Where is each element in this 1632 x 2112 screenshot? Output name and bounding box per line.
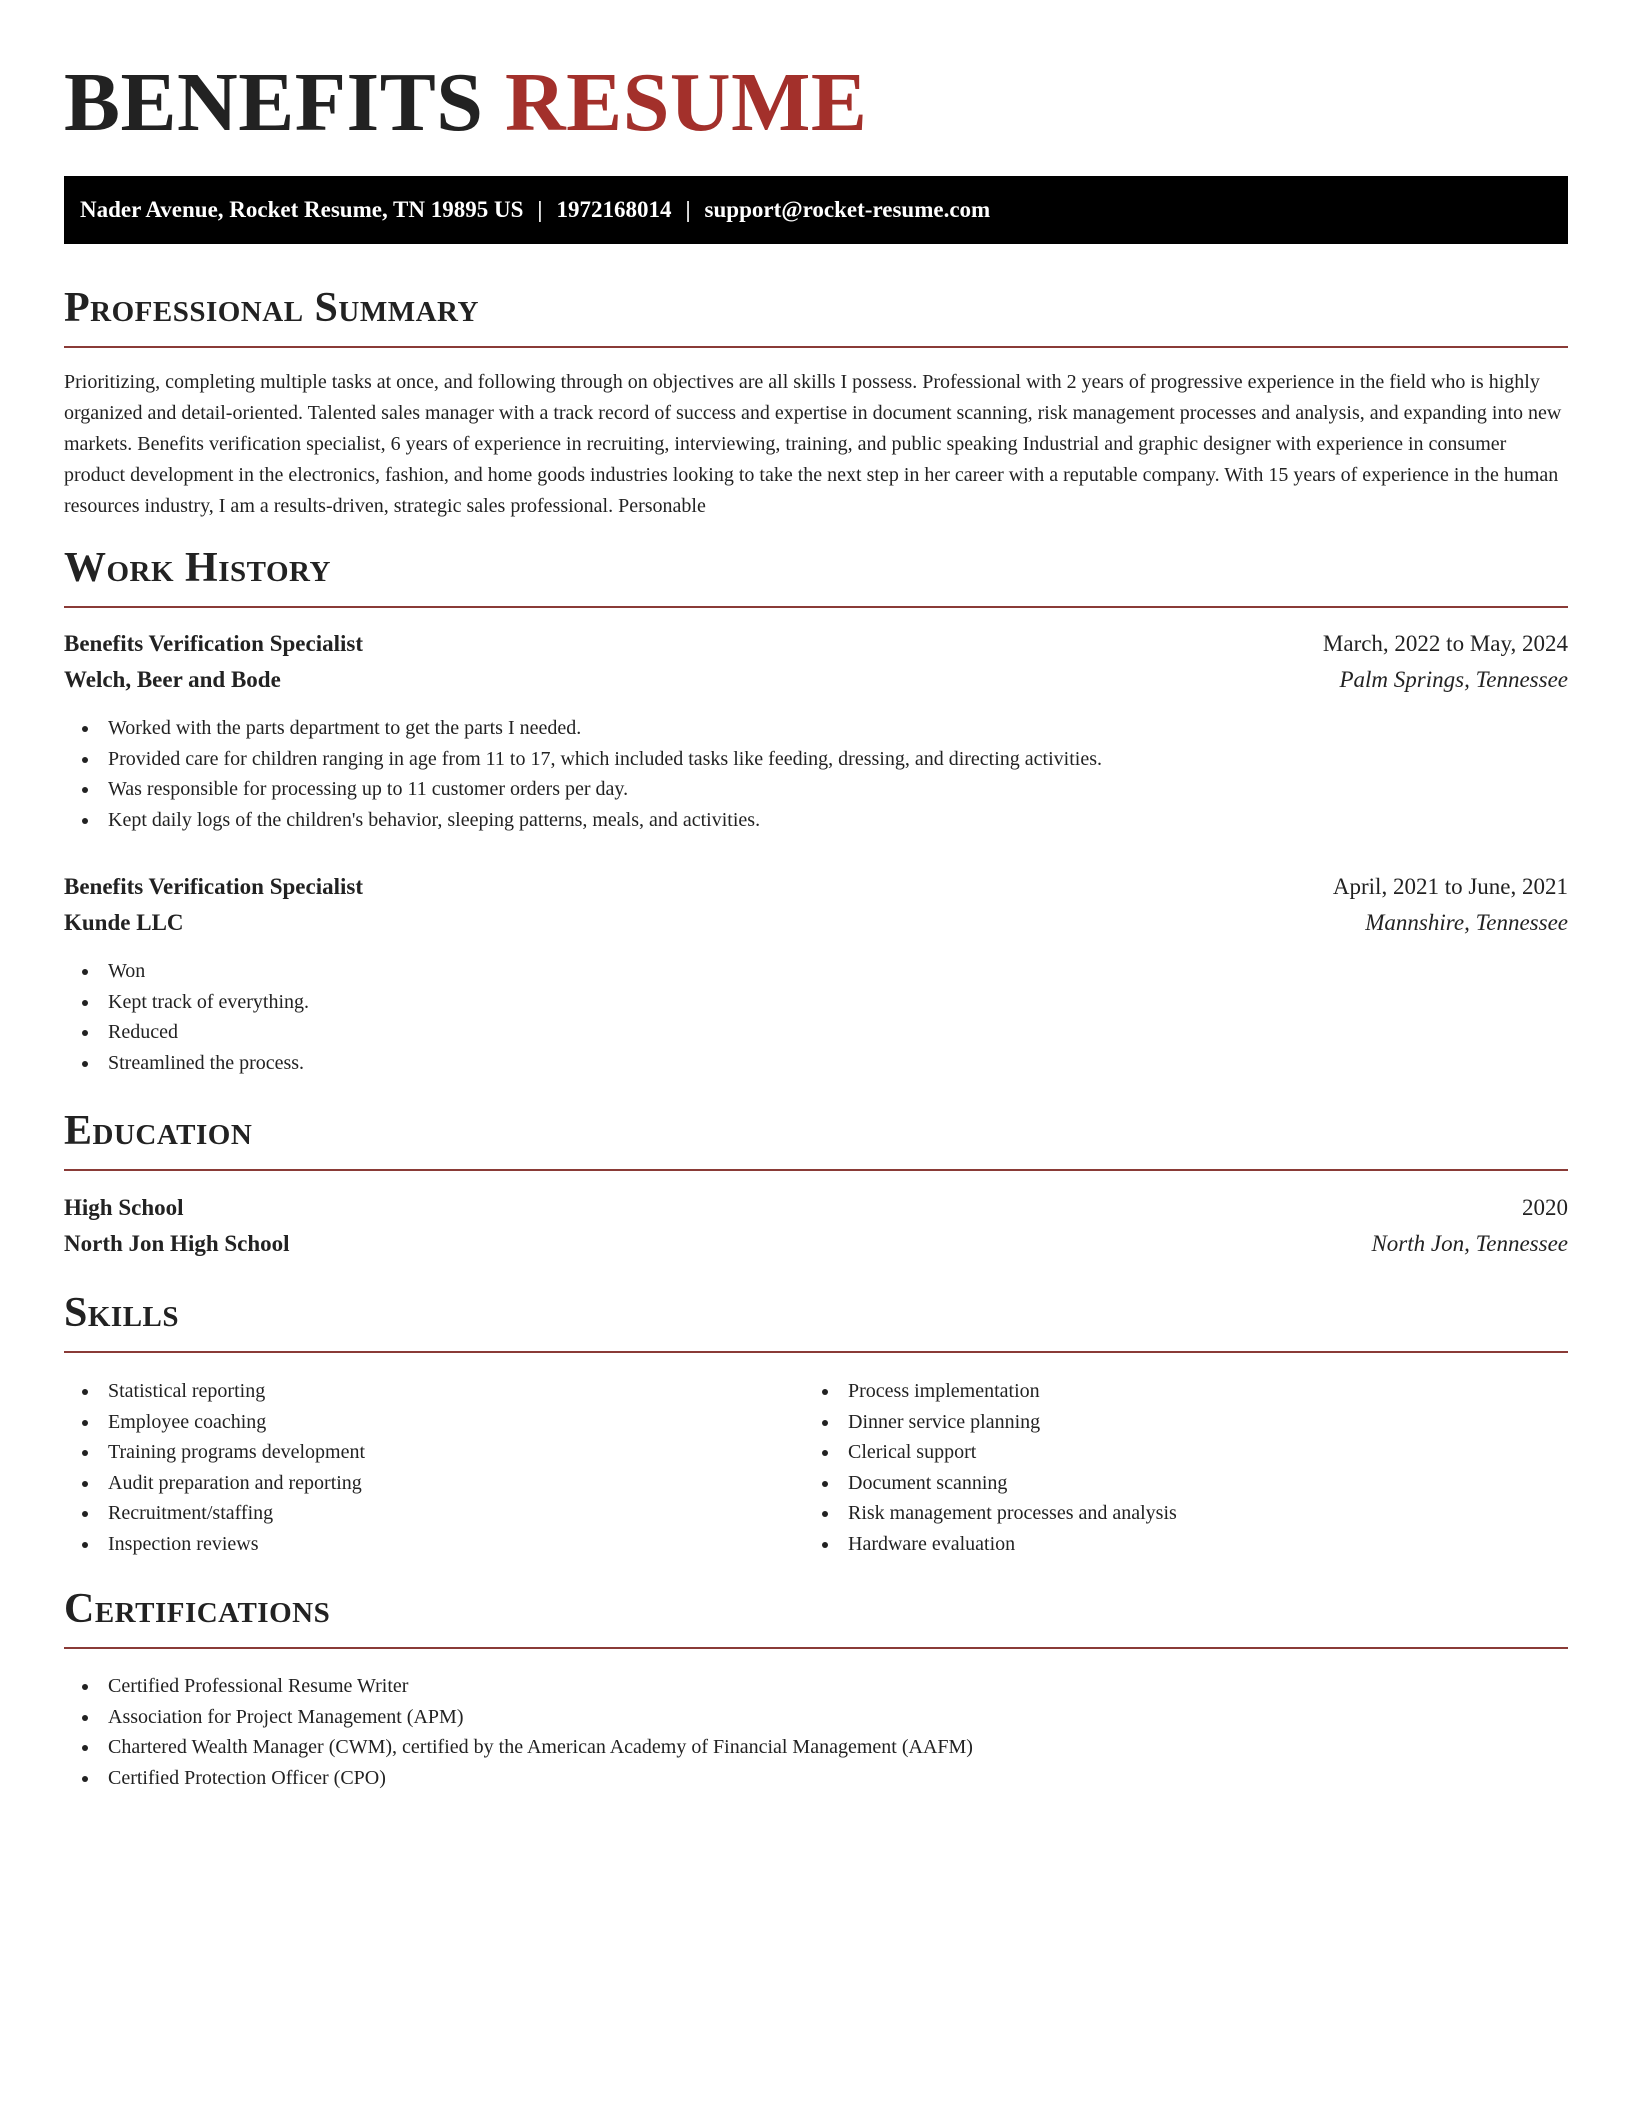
list-item: Document scanning — [804, 1468, 1177, 1499]
education-school: North Jon High School — [64, 1231, 290, 1256]
list-item: Process implementation — [804, 1376, 1177, 1407]
job-location: Mannshire, Tennessee — [1365, 910, 1568, 935]
job-header-row — [64, 869, 1568, 905]
resume-title-part2: RESUME — [505, 56, 868, 149]
section-heading-certifications: Certifications — [64, 1584, 1568, 1649]
skills-list-left — [64, 1376, 365, 1559]
section-heading-work-history: Work History — [64, 543, 1568, 608]
certifications-list — [64, 1671, 973, 1793]
list-item: Kept track of everything. — [64, 987, 309, 1018]
job-location: Palm Springs, Tennessee — [1339, 667, 1568, 692]
section-heading-education: Education — [64, 1106, 1568, 1171]
job-title: Benefits Verification Specialist — [64, 631, 363, 656]
job-company-row — [64, 905, 1568, 941]
job-dates: April, 2021 to June, 2021 — [1332, 874, 1568, 899]
job-company: Welch, Beer and Bode — [64, 667, 281, 692]
list-item: Worked with the parts department to get the parts I needed. — [64, 713, 1102, 744]
list-item: Risk management processes and analysis — [804, 1498, 1177, 1529]
education-header-row — [64, 1190, 1568, 1226]
list-item: Inspection reviews — [64, 1529, 365, 1560]
list-item: Reduced — [64, 1017, 309, 1048]
list-item: Kept daily logs of the children's behavior, sleeping patterns, meals, and activities. — [64, 805, 1102, 836]
resume-title-part1: BENEFITS — [64, 56, 484, 149]
job-duties-list — [64, 956, 309, 1078]
education-year: 2020 — [1522, 1195, 1568, 1220]
list-item: Audit preparation and reporting — [64, 1468, 365, 1499]
job-title: Benefits Verification Specialist — [64, 874, 363, 899]
job-dates: March, 2022 to May, 2024 — [1322, 631, 1568, 656]
job-company-row — [64, 662, 1568, 698]
contact-address: Nader Avenue, Rocket Resume, TN 19895 US — [80, 197, 524, 222]
section-heading-summary: Professional Summary — [64, 283, 1568, 348]
list-item: Chartered Wealth Manager (CWM), certified by the American Academy of Financial Management (AAFM) — [64, 1732, 973, 1763]
summary-text: Prioritizing, completing multiple tasks at once, and following through on objectives are all skills I possess. Professional with 2 years of progressive experience in the field who is highly organized and detail-oriented. Talented sales manager with a track record of success and expertise in document scanning, risk management processes and analysis, and expanding into new markets. Benefits verification specialist, 6 years of experience in recruiting, interviewing, training, and public speaking Industrial and graphic designer with experience in consumer product development in the electronics, fashion, and home goods industries looking to take the next step in her career with a reputable company. With 15 years of experience in the human resources industry, I am a results-driven, strategic sales professional. Personable — [64, 371, 1562, 517]
list-item: Won — [64, 956, 309, 987]
contact-bar — [64, 176, 1568, 244]
education-location: North Jon, Tennessee — [1371, 1231, 1568, 1256]
list-item: Streamlined the process. — [64, 1048, 309, 1079]
contact-separator: | — [685, 197, 691, 222]
contact-phone: 1972168014 — [556, 197, 672, 222]
list-item: Training programs development — [64, 1437, 365, 1468]
contact-email: support@rocket-resume.com — [704, 197, 991, 222]
contact-separator: | — [537, 197, 543, 222]
list-item: Certified Protection Officer (CPO) — [64, 1763, 973, 1794]
list-item: Certified Professional Resume Writer — [64, 1671, 973, 1702]
list-item: Clerical support — [804, 1437, 1177, 1468]
education-degree: High School — [64, 1195, 184, 1220]
list-item: Dinner service planning — [804, 1407, 1177, 1438]
skills-list-right — [804, 1376, 1177, 1559]
list-item: Hardware evaluation — [804, 1529, 1177, 1560]
job-header-row — [64, 626, 1568, 662]
section-heading-skills: Skills — [64, 1288, 1568, 1353]
list-item: Statistical reporting — [64, 1376, 365, 1407]
job-duties-list — [64, 713, 1102, 835]
list-item: Provided care for children ranging in age from 11 to 17, which included tasks like feeding, dressing, and directing activities. — [64, 744, 1102, 775]
resume-title — [64, 50, 867, 156]
list-item: Was responsible for processing up to 11 customer orders per day. — [64, 774, 1102, 805]
job-company: Kunde LLC — [64, 910, 184, 935]
list-item: Employee coaching — [64, 1407, 365, 1438]
list-item: Association for Project Management (APM) — [64, 1702, 973, 1733]
education-school-row — [64, 1226, 1568, 1262]
list-item: Recruitment/staffing — [64, 1498, 365, 1529]
